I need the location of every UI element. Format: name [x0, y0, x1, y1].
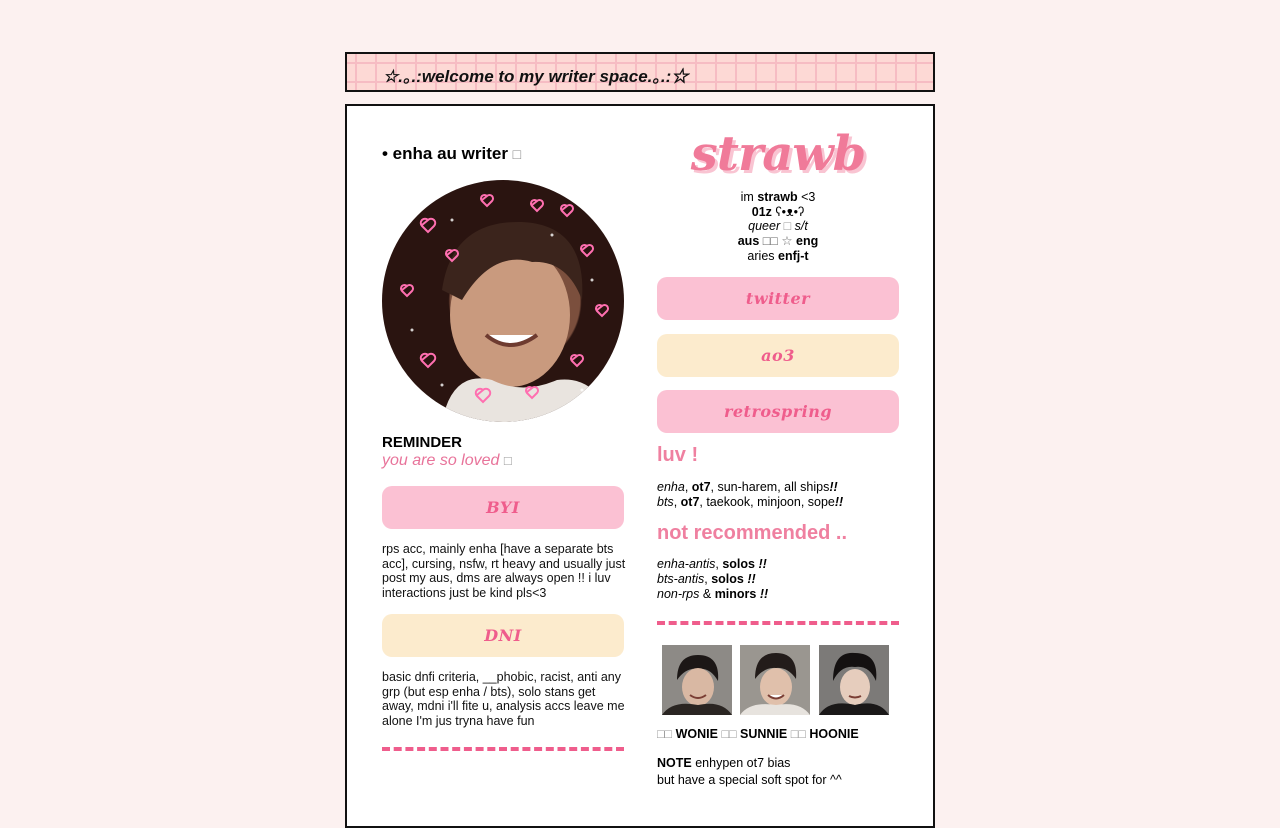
retrospring-link-button[interactable]: retrospring — [657, 390, 899, 433]
flag-icon: □ — [780, 219, 795, 234]
dni-header: DNI — [382, 614, 624, 657]
member-photo-wonie — [662, 645, 732, 715]
member-photo-sunnie — [740, 645, 810, 715]
profile-card — [345, 104, 935, 828]
luv-text: ot7 — [691, 480, 711, 494]
luv-text: !! — [829, 480, 838, 494]
reminder-label: REMINDER — [382, 434, 463, 451]
notrec-text: non-rps — [657, 587, 700, 601]
twitter-link-button[interactable]: twitter — [657, 277, 899, 320]
luv-item — [657, 480, 843, 495]
luv-text: , — [684, 480, 692, 494]
avatar-hearts-decoration — [382, 180, 624, 422]
luv-text: , sun-harem, all ships — [710, 480, 830, 494]
ao3-link-button[interactable]: ao3 — [657, 334, 899, 377]
bio-name: strawb — [757, 190, 798, 204]
notrec-text: enha-antis — [657, 557, 716, 571]
member-name: HOONIE — [809, 727, 859, 741]
bio-line — [657, 234, 899, 249]
notrec-item — [657, 587, 768, 602]
bio — [657, 190, 899, 264]
banner-text: ☆.｡.:welcome to my writer space.｡.:☆ — [383, 67, 689, 86]
bio-line — [657, 205, 899, 220]
sparkle-icon: □□ — [790, 727, 806, 741]
sparkle-icon: □□ — [721, 727, 737, 741]
member-names — [657, 727, 859, 741]
heart-icon: □ — [512, 146, 522, 162]
member-photos — [662, 645, 902, 715]
bio-text: s/t — [794, 219, 808, 234]
notrec-text: & — [699, 587, 715, 601]
notrec-text: minors — [714, 587, 757, 601]
bio-line — [657, 219, 899, 234]
notrec-item — [657, 557, 768, 572]
not-recommended-list — [657, 557, 768, 602]
luv-text: ot7 — [680, 495, 700, 509]
luv-item — [657, 495, 843, 510]
bio-mbti: enfj-t — [778, 248, 809, 263]
notrec-text: bts-antis — [657, 572, 705, 586]
bear-face-icon: ʕ•ᴥ•ʔ — [771, 204, 805, 219]
luv-heading: luv ! — [657, 444, 699, 466]
luv-list — [657, 480, 843, 510]
notrec-item — [657, 572, 768, 587]
luv-text: , taekook, minjoon, sope — [699, 495, 835, 509]
luv-text: , — [673, 495, 681, 509]
notrec-text: solos — [711, 572, 744, 586]
notrec-text: !! — [754, 557, 767, 571]
avatar — [382, 180, 624, 422]
star-icon: □□ ☆ — [759, 234, 797, 249]
bio-text: im — [740, 190, 758, 204]
bio-line — [657, 190, 899, 205]
writer-title — [382, 144, 521, 164]
note-label: NOTE — [657, 756, 692, 770]
bio-text: <3 — [797, 190, 816, 204]
reminder-text — [382, 452, 512, 470]
luv-text: enha — [657, 480, 685, 494]
not-recommended-heading: not recommended .. — [657, 522, 848, 544]
bio-age: 01z — [751, 204, 772, 219]
divider — [382, 747, 624, 751]
member-name: WONIE — [675, 727, 718, 741]
note — [657, 755, 842, 789]
notrec-text: solos — [722, 557, 755, 571]
member-photo-hoonie — [819, 645, 889, 715]
sparkle-icon: □□ — [657, 727, 673, 741]
bio-text: aus — [737, 234, 760, 249]
welcome-banner — [345, 52, 935, 92]
note-text: enhypen ot7 bias — [691, 756, 791, 770]
strawb-logo: strawb — [690, 126, 866, 182]
bio-line — [657, 249, 899, 264]
reminder-message: you are so loved — [382, 452, 500, 469]
notrec-text: !! — [756, 587, 769, 601]
notrec-text: , — [715, 557, 723, 571]
writer-title-text: • enha au writer — [382, 144, 508, 163]
bio-text: queer — [748, 219, 781, 234]
member-name: SUNNIE — [740, 727, 788, 741]
bio-text: aries — [747, 248, 778, 263]
notrec-text: , — [704, 572, 712, 586]
sparkle-icon: □ — [503, 453, 512, 468]
byi-text: rps acc, mainly enha [have a separate bts acc], cursing, nsfw, rt heavy and usually just post my aus, dms are always open !! i luv interactions just be kind pls<3 — [382, 542, 626, 601]
divider — [657, 621, 899, 625]
byi-header: BYI — [382, 486, 624, 529]
luv-text: !! — [834, 495, 844, 509]
dni-text: basic dnfi criteria, __phobic, racist, anti any grp (but esp enha / bts), solo stans get away, mdni i'll fite u, analysis accs leave me alone I'm jus tryna have fun — [382, 670, 625, 729]
luv-text: bts — [657, 495, 674, 509]
notrec-text: !! — [743, 572, 756, 586]
note-text: but have a special soft spot for ^^ — [657, 773, 842, 787]
note-line — [657, 755, 842, 772]
bio-text: eng — [796, 234, 819, 249]
